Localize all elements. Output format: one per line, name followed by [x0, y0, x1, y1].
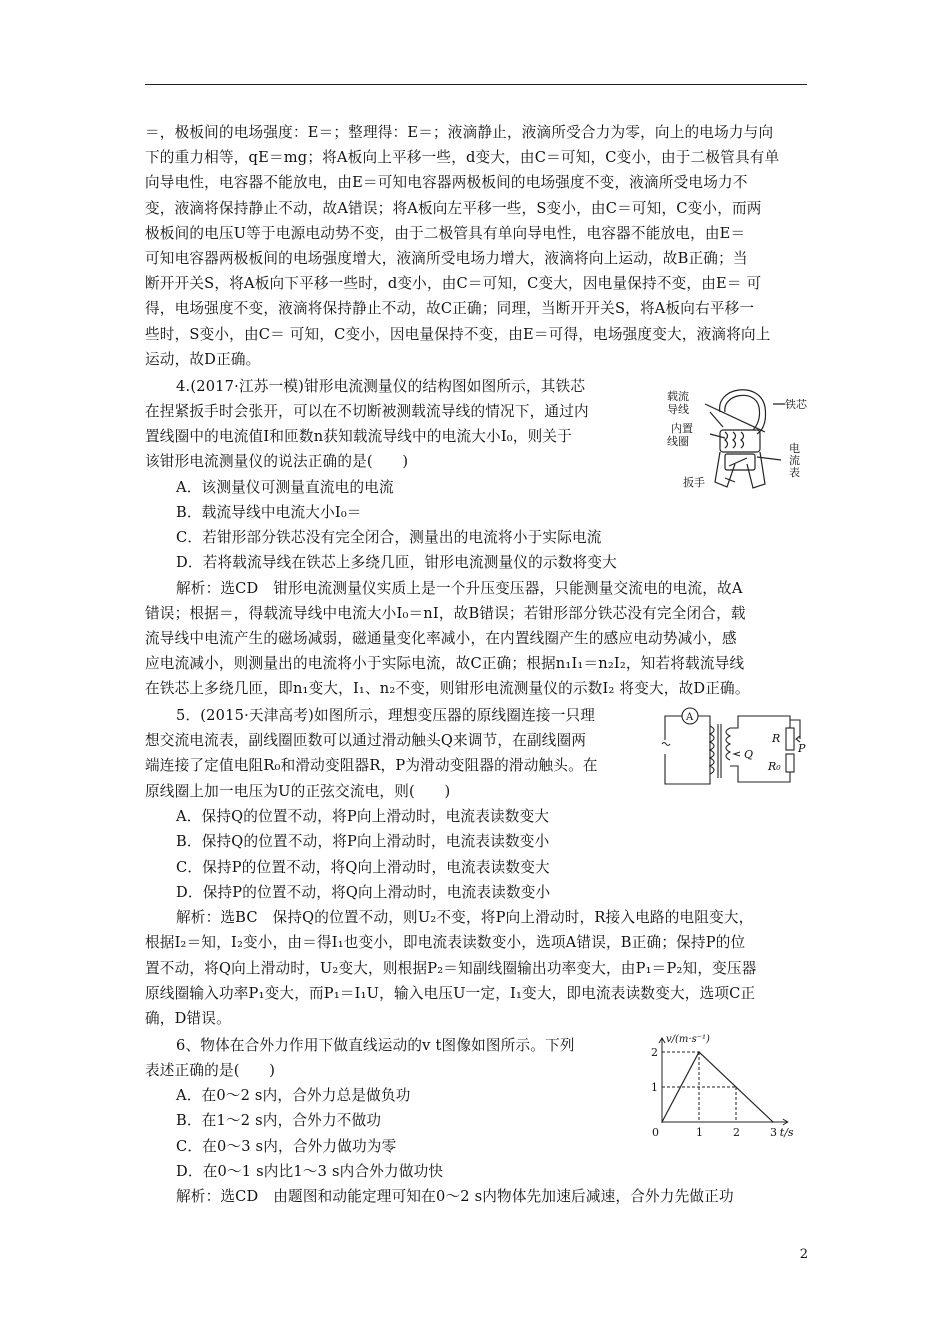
text-line: 原线圈上加一电压为U的正弦交流电，则( )	[145, 783, 451, 800]
clamp-label-2: 内置	[671, 422, 693, 435]
clamp-label-6: 流	[789, 454, 800, 467]
clamp-label-1: 导线	[667, 403, 689, 416]
text-line: 可知电容器两极板间的电场强度增大，液滴所受电场力增大，液滴将向上运动，故B正确；当	[145, 250, 748, 267]
text-line: 应电流减小，则测量出的电流将小于实际电流，故C正确；根据n₁I₁＝n₂I₂，知若将载流导线	[145, 655, 745, 672]
text-line: 解析：选CD 钳形电流测量仪实质上是一个升压变压器，只能测量交流电的电流，故A	[176, 580, 743, 597]
y-tick-label: 2	[651, 1046, 658, 1059]
text-line: D．保持P的位置不动，将Q向上滑动时，电流表读数变小	[176, 884, 551, 901]
text-line: D．若将载流导线在铁芯上多绕几匝，钳形电流测量仪的示数将变大	[176, 554, 617, 571]
text-line: B．在1～2 s内，合外力不做功	[176, 1112, 382, 1129]
data-point	[772, 1121, 774, 1123]
transformer-label-P: P	[798, 742, 806, 755]
text-line: 错误；根据＝，得载流导线中电流大小I₀＝nI，故B错误；若钳形部分铁芯没有完全闭合，载	[145, 605, 746, 622]
text-line: 表述正确的是( )	[145, 1062, 276, 1079]
text-line: 些时，S变小，由C＝ 可知，C变小，因电量保持不变，由E＝可得，电场强度变大，液滴将向上	[145, 326, 771, 343]
clamp-label-3: 线圈	[667, 435, 689, 448]
text-line: 得，电场强度不变，液滴将保持静止不动，故C正确；同理，当断开开关S，将A板向右平移一	[145, 300, 755, 317]
text-line: 6、物体在合外力作用下做直线运动的v t图像如图所示。下列	[176, 1037, 575, 1054]
text-line: 5．(2015·天津高考)如图所示，理想变压器的原线圈连接一只理	[176, 707, 596, 724]
transformer-label-R0: R₀	[768, 760, 781, 773]
y-tick-label: 1	[651, 1081, 658, 1094]
text-line: A．该测量仪可测量直流电的电流	[176, 479, 394, 496]
text-line: B．保持Q的位置不动，将P向上滑动时，电流表读数变小	[176, 833, 550, 850]
transformer-figure	[660, 706, 810, 788]
text-line: 变，液滴将保持静止不动，故A错误；将A板向左平移一些，S变小，由C＝可知，C变小，而两	[145, 200, 762, 217]
text-line: C．若钳形部分铁芯没有完全闭合，测量出的电流将小于实际电流	[176, 529, 602, 546]
vt-chart	[648, 1024, 798, 1139]
clamp-label-0: 载流	[667, 390, 689, 403]
text-line: 该钳形电流测量仪的说法正确的是( )	[145, 453, 409, 470]
text-line: 置线圈中的电流值I和匝数n获知载流导线中的电流大小I₀，则关于	[145, 428, 573, 445]
transformer-label-Q: Q	[744, 748, 754, 761]
x-tick-label: 2	[733, 1126, 740, 1139]
clamp-label-8: 扳手	[683, 476, 705, 489]
text-line: A．在0～2 s内，合外力总是做负功	[176, 1087, 411, 1104]
transformer-label-A: A	[686, 712, 694, 723]
text-line: 极板间的电压U等于电源电动势不变，由于二极管具有单向导电性，电容器不能放电，由E＝	[145, 225, 746, 242]
text-line: 确，D错误。	[145, 1010, 231, 1027]
page-number: 2	[799, 1247, 808, 1262]
text-line: 原线圈输入功率P₁变大，而P₁＝I₁U，输入电压U一定，I₁变大，即电流表读数变大，选项C正	[145, 985, 756, 1002]
text-line: 流导线中电流产生的磁场减弱，磁通量变化率减小，在内置线圈产生的感应电动势减小，感	[145, 630, 737, 647]
text-line: 下的重力相等，qE＝mg；将A板向上平移一些，d变大，由C＝可知，C变小，由于二极管具有单	[145, 149, 780, 166]
text-line: 4.(2017·江苏一模)钳形电流测量仪的结构图如图所示，其铁芯	[176, 378, 586, 395]
x-tick-label: 3	[770, 1126, 777, 1139]
data-point	[698, 1051, 700, 1053]
text-line: 运动，故D正确。	[145, 351, 261, 368]
x-tick-label: 1	[696, 1126, 703, 1139]
y-axis-label: v/(m·s⁻¹)	[666, 1034, 710, 1045]
text-line: A．保持Q的位置不动，将P向上滑动时，电流表读数变大	[176, 808, 550, 825]
text-line: 在铁芯上多绕几匝，即n₁变大，I₁、n₂不变，则钳形电流测量仪的示数I₂ 将变大，故D正确。	[145, 680, 750, 697]
clamp-meter-figure	[665, 382, 805, 492]
clamp-label-7: 表	[789, 466, 800, 479]
transformer-label-R: R	[772, 732, 781, 745]
text-line: 解析：选BC 保持Q的位置不动，则U₂不变，将P向上滑动时，R接入电路的电阻变大，	[176, 909, 754, 926]
text-line: 根据I₂＝知，I₂变小，由＝得I₁也变小，即电流表读数变小，选项A错误，B正确；保持P的位	[145, 934, 746, 951]
text-line: 在捏紧扳手时会张开，可以在不切断被测载流导线的情况下，通过内	[145, 403, 589, 420]
text-line: 解析：选CD 由题图和动能定理可知在0～2 s内物体先加速后减速，合外力先做正功	[176, 1188, 734, 1205]
header-rule	[145, 84, 807, 85]
text-line: D．在0～1 s内比1～3 s内合外力做功快	[176, 1163, 444, 1180]
text-line: ＝，极板间的电场强度：E＝；整理得：E＝；液滴静止，液滴所受合力为零，向上的电场力与向	[145, 124, 774, 141]
text-line: 置不动，将Q向上滑动时，U₂变大，则根据P₂＝知副线圈输出功率变大，由P₁＝P₂知，变压器	[145, 960, 757, 977]
text-line: C．保持P的位置不动，将Q向上滑动时，电流表读数变大	[176, 859, 550, 876]
text-line: 向导电性，电容器不能放电，由E＝可知电容器两极板间的电场强度不变，液滴所受电场力不	[145, 174, 748, 191]
data-point	[661, 1121, 663, 1123]
clamp-label-4: 铁芯	[785, 398, 807, 411]
text-line: C．在0～3 s内，合外力做功为零	[176, 1138, 397, 1155]
text-line: B．载流导线中电流大小I₀＝	[176, 504, 362, 521]
text-line: 想交流电流表，副线圈匝数可以通过滑动触头Q来调节，在副线圈两	[145, 732, 587, 749]
clamp-label-5: 电	[789, 442, 800, 455]
text-line: 断开开关S，将A板向下平移一些时，d变小，由C＝可知，C变大，因电量保持不变，由E＝ 可	[145, 275, 762, 292]
text-line: 端连接了定值电阻R₀和滑动变阻器R，P为滑动变阻器的滑动触头。在	[145, 757, 598, 774]
x-axis-label: t/s	[779, 1126, 794, 1139]
x-tick-label: 0	[652, 1126, 659, 1139]
